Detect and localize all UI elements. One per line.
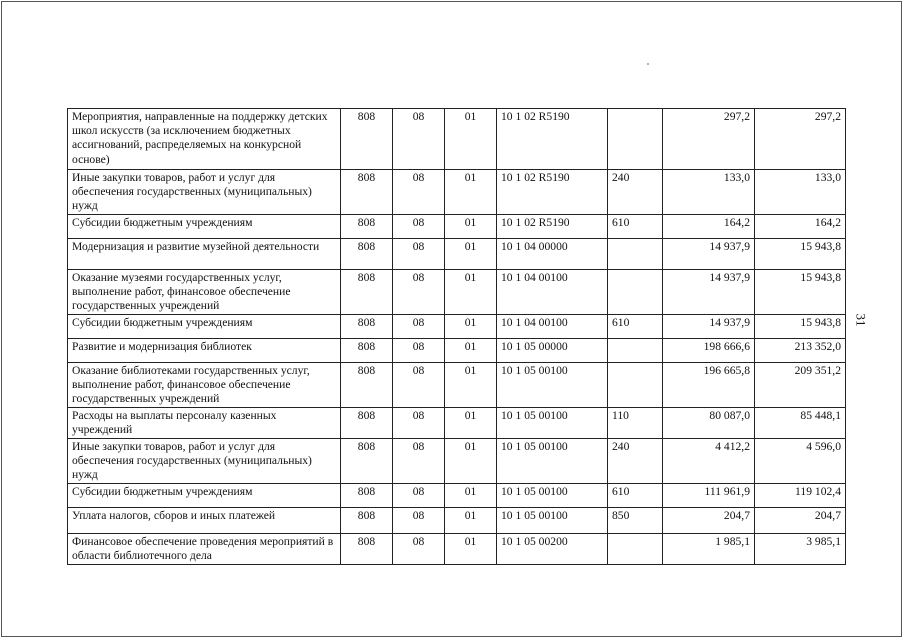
expense-type-code	[608, 534, 663, 565]
target-article-code: 10 1 05 00100	[497, 508, 608, 534]
ministry-code: 808	[341, 239, 393, 270]
row-name: Субсидии бюджетным учреждениям	[68, 315, 341, 339]
table-row	[68, 239, 846, 270]
ministry-code: 808	[341, 170, 393, 215]
table-row	[68, 270, 846, 315]
target-article-code: 10 1 05 00100	[497, 439, 608, 484]
subsection-code: 01	[445, 239, 497, 270]
row-name: Финансовое обеспечение проведения мероприятий в области библиотечного дела	[68, 534, 341, 565]
subsection-code: 01	[445, 215, 497, 239]
ministry-code: 808	[341, 339, 393, 363]
amount-year-1: 111 961,9	[663, 484, 755, 508]
amount-year-2: 15 943,8	[755, 270, 846, 315]
scan-speck	[647, 63, 649, 65]
target-article-code: 10 1 05 00200	[497, 534, 608, 565]
amount-year-2: 297,2	[755, 109, 846, 170]
target-article-code: 10 1 05 00100	[497, 363, 608, 408]
amount-year-2: 3 985,1	[755, 534, 846, 565]
row-name: Модернизация и развитие музейной деятельности	[68, 239, 341, 270]
amount-year-1: 198 666,6	[663, 339, 755, 363]
subsection-code: 01	[445, 484, 497, 508]
budget-table	[67, 108, 846, 565]
expense-type-code: 240	[608, 439, 663, 484]
ministry-code: 808	[341, 534, 393, 565]
section-code: 08	[393, 339, 445, 363]
target-article-code: 10 1 02 R5190	[497, 109, 608, 170]
row-name: Мероприятия, направленные на поддержку детских школ искусств (за исключением бюджетных ассигнований, распределяемых на конкурсной основе)	[68, 109, 341, 170]
ministry-code: 808	[341, 109, 393, 170]
ministry-code: 808	[341, 215, 393, 239]
amount-year-1: 1 985,1	[663, 534, 755, 565]
ministry-code: 808	[341, 270, 393, 315]
table-row	[68, 439, 846, 484]
target-article-code: 10 1 04 00000	[497, 239, 608, 270]
expense-type-code: 110	[608, 408, 663, 439]
amount-year-1: 196 665,8	[663, 363, 755, 408]
section-code: 08	[393, 239, 445, 270]
row-name: Субсидии бюджетным учреждениям	[68, 484, 341, 508]
budget-table-body	[68, 109, 846, 565]
amount-year-1: 80 087,0	[663, 408, 755, 439]
table-row	[68, 339, 846, 363]
expense-type-code	[608, 239, 663, 270]
expense-type-code	[608, 339, 663, 363]
amount-year-2: 15 943,8	[755, 315, 846, 339]
amount-year-1: 14 937,9	[663, 239, 755, 270]
expense-type-code: 610	[608, 315, 663, 339]
section-code: 08	[393, 109, 445, 170]
expense-type-code	[608, 109, 663, 170]
row-name: Уплата налогов, сборов и иных платежей	[68, 508, 341, 534]
target-article-code: 10 1 04 00100	[497, 270, 608, 315]
amount-year-2: 204,7	[755, 508, 846, 534]
table-row	[68, 508, 846, 534]
subsection-code: 01	[445, 270, 497, 315]
amount-year-1: 297,2	[663, 109, 755, 170]
section-code: 08	[393, 363, 445, 408]
table-row	[68, 534, 846, 565]
subsection-code: 01	[445, 363, 497, 408]
subsection-code: 01	[445, 109, 497, 170]
section-code: 08	[393, 215, 445, 239]
subsection-code: 01	[445, 315, 497, 339]
amount-year-1: 14 937,9	[663, 315, 755, 339]
amount-year-1: 4 412,2	[663, 439, 755, 484]
table-row	[68, 484, 846, 508]
expense-type-code: 850	[608, 508, 663, 534]
target-article-code: 10 1 05 00100	[497, 408, 608, 439]
section-code: 08	[393, 439, 445, 484]
table-row	[68, 363, 846, 408]
amount-year-2: 85 448,1	[755, 408, 846, 439]
row-name: Расходы на выплаты персоналу казенных учреждений	[68, 408, 341, 439]
table-row	[68, 315, 846, 339]
table-row	[68, 408, 846, 439]
target-article-code: 10 1 05 00000	[497, 339, 608, 363]
expense-type-code: 610	[608, 215, 663, 239]
amount-year-2: 133,0	[755, 170, 846, 215]
subsection-code: 01	[445, 508, 497, 534]
target-article-code: 10 1 04 00100	[497, 315, 608, 339]
target-article-code: 10 1 05 00100	[497, 484, 608, 508]
section-code: 08	[393, 408, 445, 439]
expense-type-code	[608, 270, 663, 315]
amount-year-2: 119 102,4	[755, 484, 846, 508]
amount-year-1: 164,2	[663, 215, 755, 239]
amount-year-1: 204,7	[663, 508, 755, 534]
ministry-code: 808	[341, 408, 393, 439]
section-code: 08	[393, 315, 445, 339]
subsection-code: 01	[445, 534, 497, 565]
row-name: Субсидии бюджетным учреждениям	[68, 215, 341, 239]
amount-year-2: 164,2	[755, 215, 846, 239]
expense-type-code: 240	[608, 170, 663, 215]
section-code: 08	[393, 534, 445, 565]
section-code: 08	[393, 170, 445, 215]
amount-year-1: 133,0	[663, 170, 755, 215]
row-name: Развитие и модернизация библиотек	[68, 339, 341, 363]
expense-type-code	[608, 363, 663, 408]
section-code: 08	[393, 484, 445, 508]
target-article-code: 10 1 02 R5190	[497, 215, 608, 239]
table-row	[68, 109, 846, 170]
subsection-code: 01	[445, 408, 497, 439]
subsection-code: 01	[445, 170, 497, 215]
section-code: 08	[393, 270, 445, 315]
amount-year-1: 14 937,9	[663, 270, 755, 315]
ministry-code: 808	[341, 439, 393, 484]
table-row	[68, 215, 846, 239]
amount-year-2: 213 352,0	[755, 339, 846, 363]
row-name: Иные закупки товаров, работ и услуг для обеспечения государственных (муниципальных) нужд	[68, 439, 341, 484]
ministry-code: 808	[341, 484, 393, 508]
row-name: Оказание библиотеками государственных услуг, выполнение работ, финансовое обеспечение государственных учреждений	[68, 363, 341, 408]
ministry-code: 808	[341, 315, 393, 339]
table-row	[68, 170, 846, 215]
subsection-code: 01	[445, 439, 497, 484]
expense-type-code: 610	[608, 484, 663, 508]
section-code: 08	[393, 508, 445, 534]
page-number: 31	[853, 313, 869, 327]
amount-year-2: 15 943,8	[755, 239, 846, 270]
row-name: Оказание музеями государственных услуг, выполнение работ, финансовое обеспечение государственных учреждений	[68, 270, 341, 315]
ministry-code: 808	[341, 363, 393, 408]
ministry-code: 808	[341, 508, 393, 534]
row-name: Иные закупки товаров, работ и услуг для обеспечения государственных (муниципальных) нужд	[68, 170, 341, 215]
target-article-code: 10 1 02 R5190	[497, 170, 608, 215]
amount-year-2: 209 351,2	[755, 363, 846, 408]
subsection-code: 01	[445, 339, 497, 363]
amount-year-2: 4 596,0	[755, 439, 846, 484]
